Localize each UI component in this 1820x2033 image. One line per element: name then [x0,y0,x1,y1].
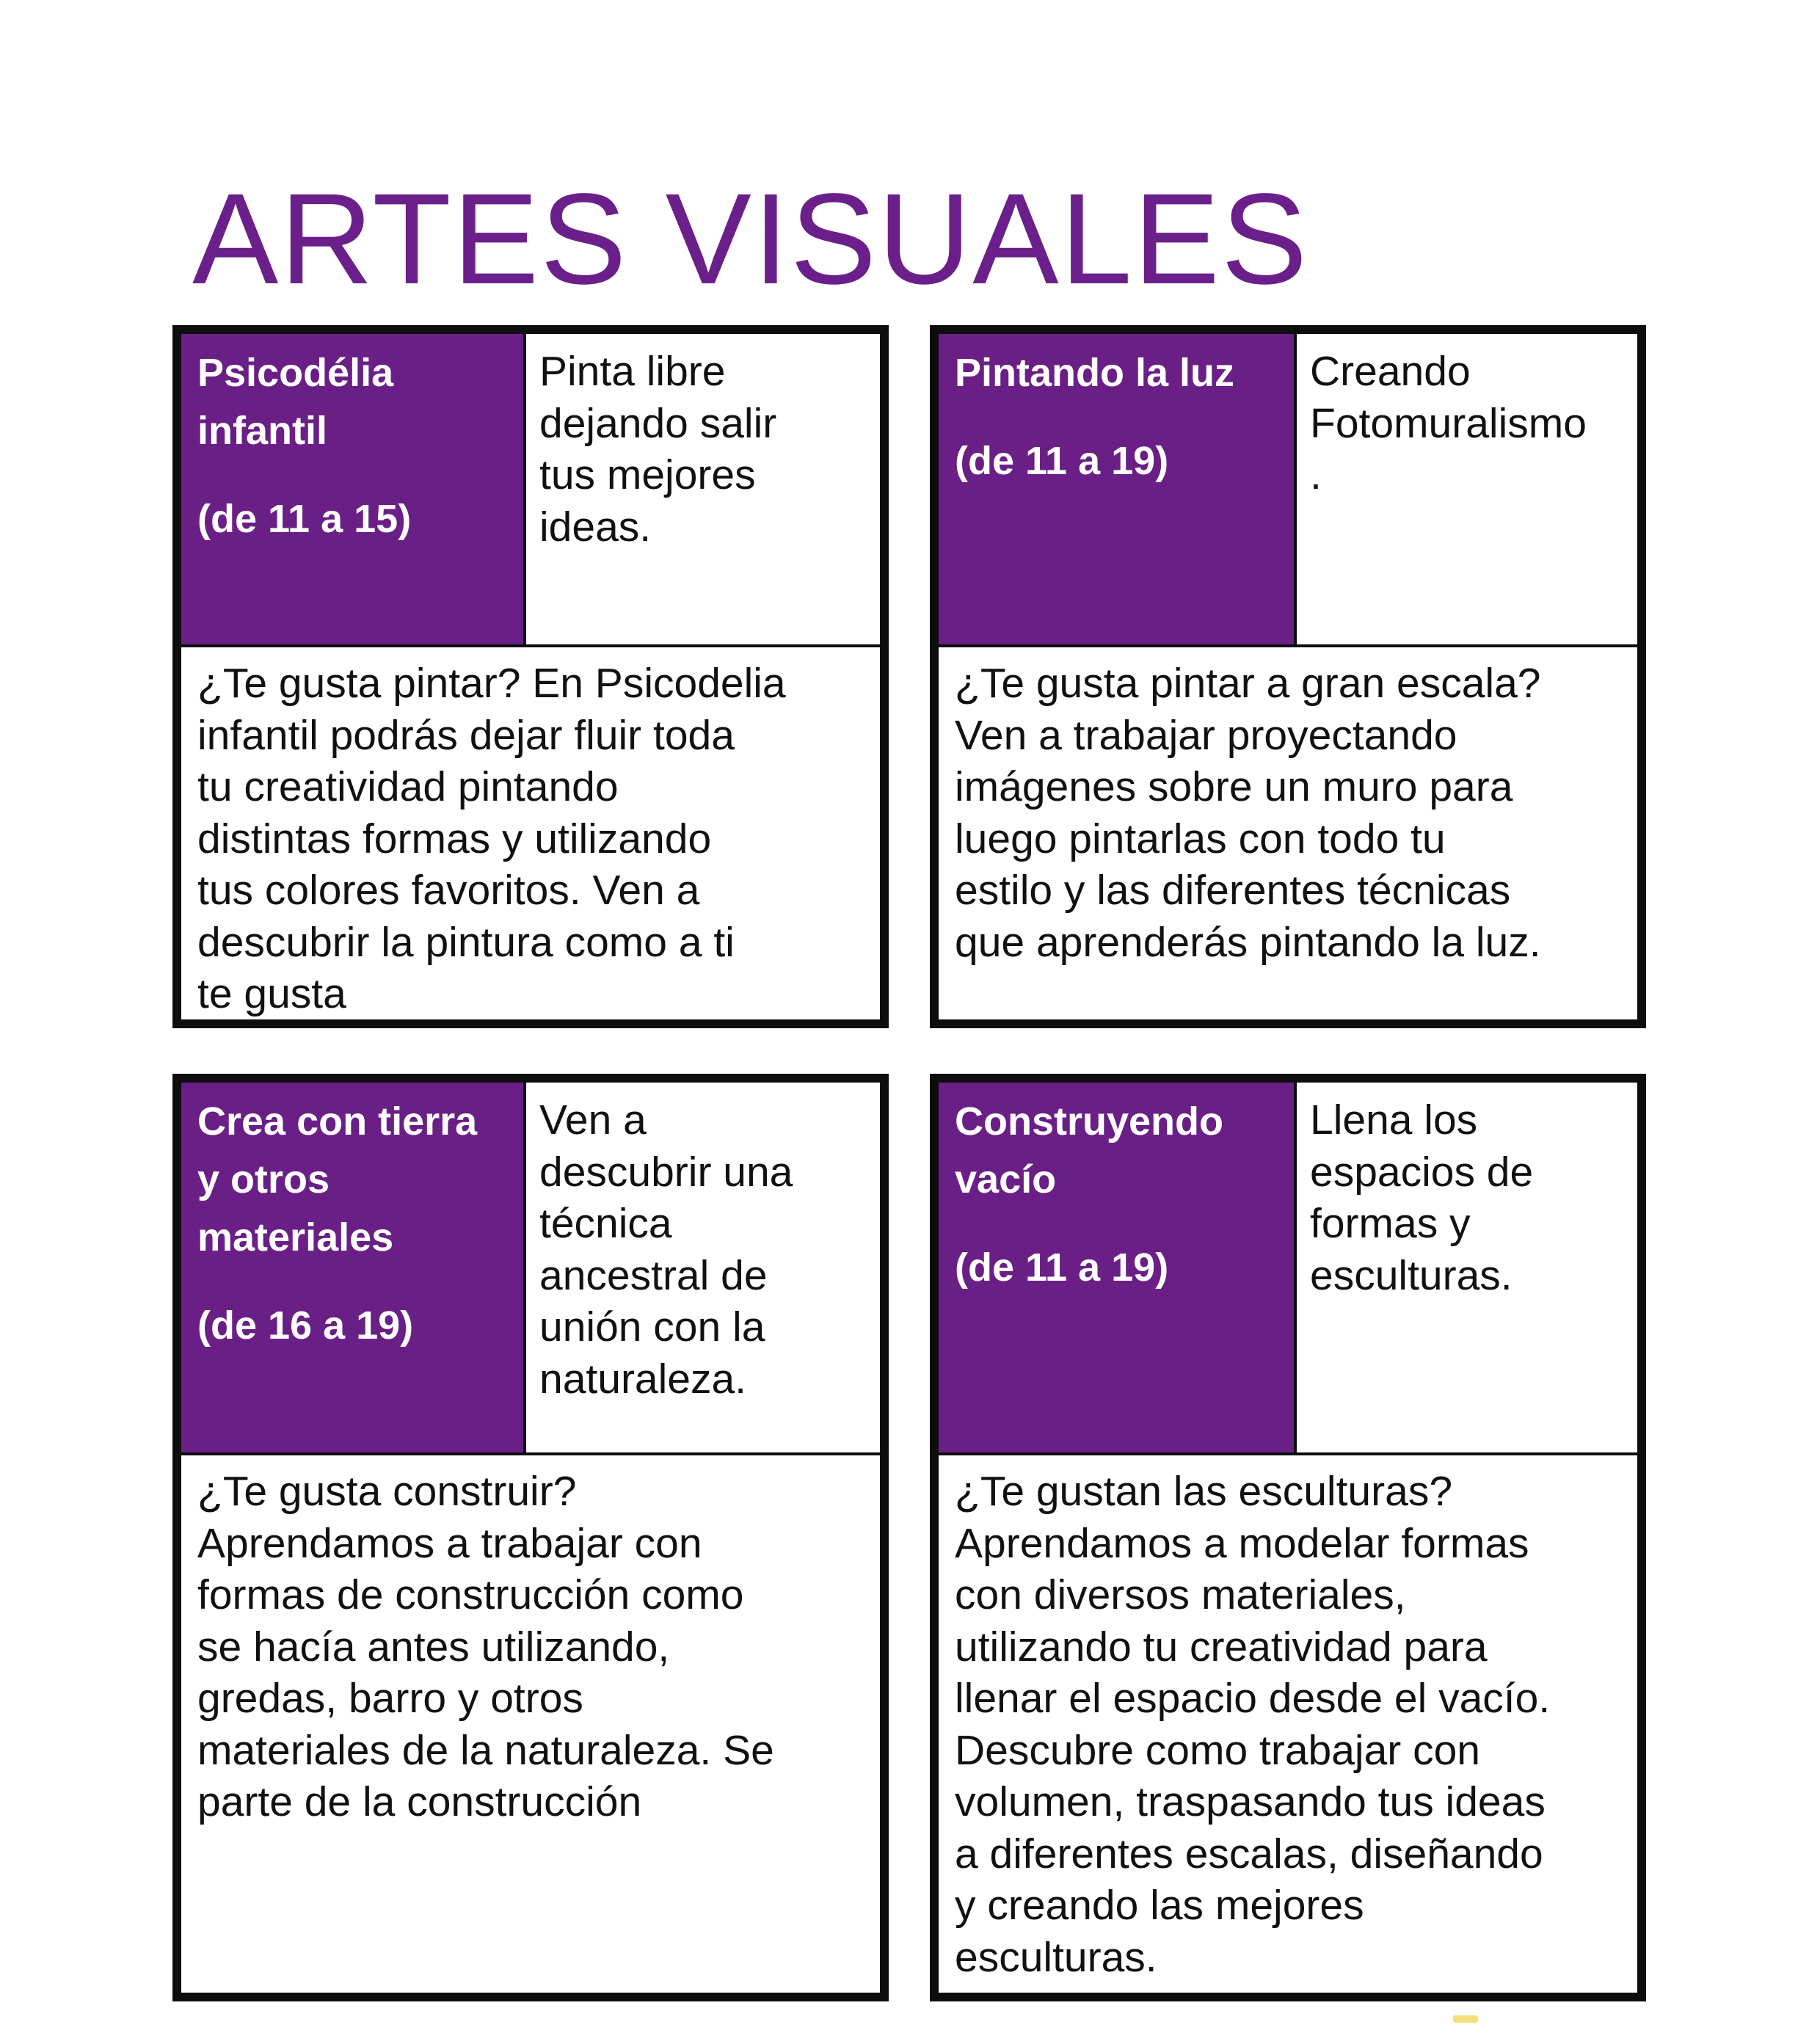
card-title: Psicodélia infantil [197,351,394,453]
page-title: ARTES VISUALES [192,167,1309,311]
card-age-range: (de 16 a 19) [197,1303,414,1348]
activity-card-pintando-la-luz [930,325,1646,1028]
card-summary: Ven a descubrir una técnica ancestral de unión con la naturaleza. [539,1096,793,1403]
card-header [181,334,526,644]
card-summary: Pinta libre dejando salir tus mejores ideas. [539,348,777,550]
activity-card-psicodelia [172,325,889,1028]
card-title: Pintando la luz [955,351,1235,395]
card-summary: Creando Fotomuralismo . [1310,348,1587,498]
card-title: Construyendo vacío [955,1099,1224,1201]
card-top-row [181,1083,880,1455]
activity-card-construyendo-vacio [930,1074,1646,2001]
card-top-row [181,334,880,647]
card-header [181,1083,526,1452]
activity-card-crea-con-tierra [172,1074,889,2001]
card-age-range: (de 11 a 19) [955,439,1169,483]
card-description: ¿Te gustan las esculturas? Aprendamos a modelar formas con diversos materiales, utilizando tu creatividad para llenar el espacio desde el vacío. Descubre como trabajar con volumen, traspasando tus ideas a diferentes escalas, diseñando y creando las mejores esculturas. [955,1468,1551,1981]
card-top-row [939,334,1637,647]
card-age-range: (de 11 a 15) [197,497,412,541]
card-description: ¿Te gusta pintar a gran escala? Ven a trabajar proyectando imágenes sobre un muro para luego pintarlas con todo tu estilo y las diferentes técnicas que aprenderás pintando la luz. [955,660,1541,966]
card-description: ¿Te gusta pintar? En Psicodelia infantil podrás dejar fluir toda tu creatividad pintando distintas formas y utilizando tus colores favoritos. Ven a descubrir la pintura como a ti te gusta [197,660,786,1017]
decorative-mark [1453,2015,1478,2023]
card-header [939,1083,1297,1452]
card-age-range: (de 11 a 19) [955,1245,1169,1290]
card-summary: Llena los espacios de formas y esculturas. [1310,1096,1534,1299]
card-header [939,334,1297,644]
card-top-row [939,1083,1637,1455]
card-title: Crea con tierra y otros materiales [197,1099,478,1259]
card-description: ¿Te gusta construir? Aprendamos a trabajar con formas de construcción como se hacía antes utilizando, gredas, barro y otros materiales de la naturaleza. Se parte de la construcción [197,1468,774,1825]
